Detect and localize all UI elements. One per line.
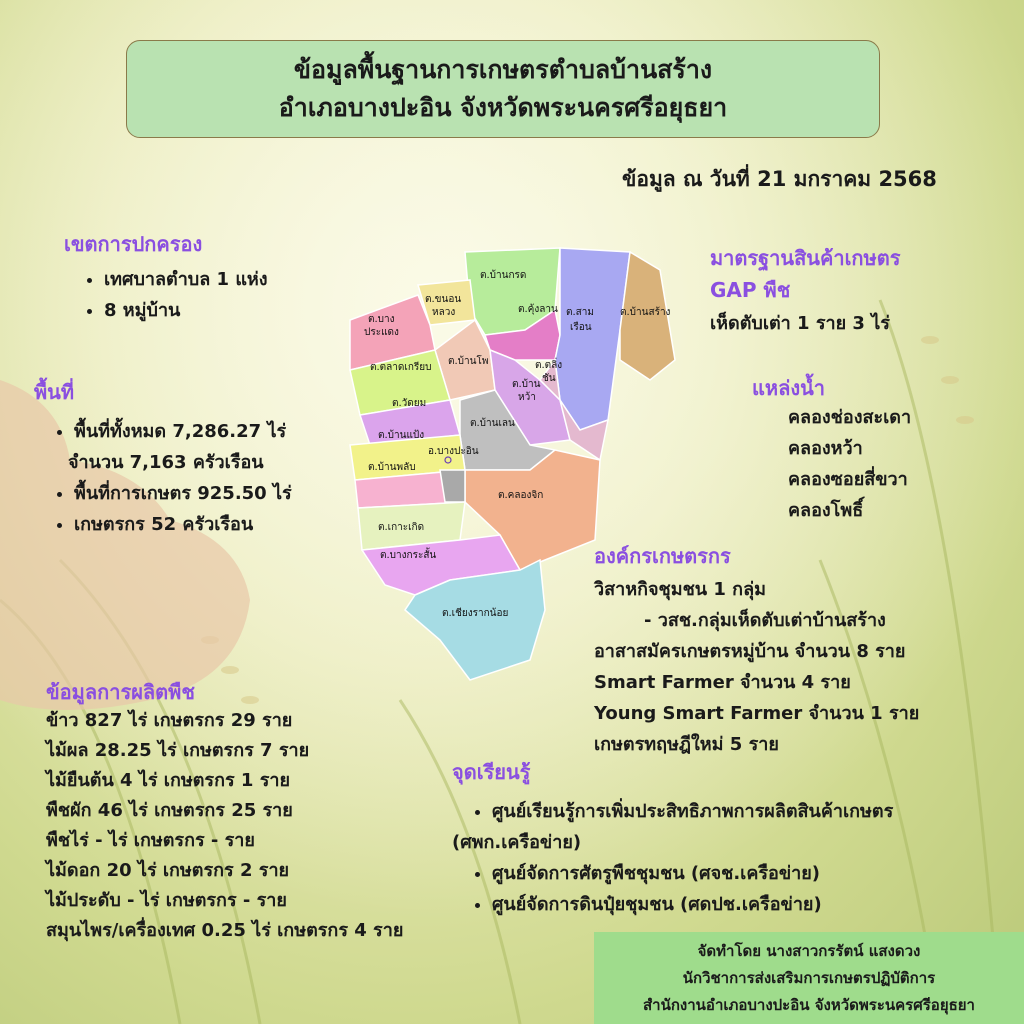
- org-item: อาสาสมัครเกษตรหมู่บ้าน จำนวน 8 ราย: [594, 641, 906, 662]
- map-label: ต.ขนอน: [425, 294, 462, 305]
- water-section: [752, 372, 825, 404]
- gap-text: เห็ดตับเต่า 1 ราย 3 ไร่: [710, 313, 890, 334]
- org-item: - วสช.กลุ่มเห็ดตับเต่าบ้านสร้าง: [644, 610, 886, 631]
- water-item: คลองโพธิ์: [788, 500, 864, 521]
- title-box: [126, 40, 880, 138]
- map-label: ต.เกาะเกิด: [378, 522, 425, 533]
- map-label: ต.บ้านสร้าง: [620, 307, 671, 318]
- crop-item: ไม้ผล 28.25 ไร่ เกษตรกร 7 ราย: [46, 740, 310, 761]
- area-households: จำนวน 7,163 ครัวเรือน: [68, 452, 264, 473]
- crops-list: [46, 706, 403, 946]
- map-region-amphoe-urban: [440, 470, 465, 502]
- crop-item: ไม้ดอก 20 ไร่ เกษตรกร 2 ราย: [46, 860, 290, 881]
- crop-item: ข้าว 827 ไร่ เกษตรกร 29 ราย: [46, 710, 293, 731]
- map-label: ต.บ้านเลน: [470, 418, 515, 429]
- admin-item: • 8 หมู่บ้าน: [104, 295, 268, 326]
- learning-item-suffix: (ศพก.เครือข่าย): [452, 832, 582, 853]
- learning-section: [452, 756, 893, 920]
- learning-item: • ศูนย์เรียนรู้การเพิ่มประสิทธิภาพการผลิตสินค้าเกษตร: [492, 796, 893, 827]
- admin-section: [64, 228, 268, 326]
- learning-item: • ศูนย์จัดการศัตรูพืชชุมชน (ศจช.เครือข่าย): [492, 858, 893, 889]
- crops-section: [46, 676, 195, 708]
- water-item: คลองช่องสะเดา: [788, 407, 912, 428]
- data-date: ข้อมูล ณ วันที่ 21 มกราคม 2568: [622, 167, 937, 191]
- org-item: Smart Farmer จำนวน 4 ราย: [594, 672, 851, 693]
- water-heading: แหล่งน้ำ: [752, 376, 825, 400]
- map-label: อ.บางปะอิน: [428, 446, 479, 457]
- area-item: • พื้นที่ทั้งหมด 7,286.27 ไร่: [74, 416, 292, 447]
- crop-item: ไม้ยืนต้น 4 ไร่ เกษตรกร 1 ราย: [46, 770, 291, 791]
- crop-item: สมุนไพร/เครื่องเทศ 0.25 ไร่ เกษตรกร 4 ราย: [46, 920, 404, 941]
- water-item: คลองซอยสี่ขวา: [788, 469, 908, 490]
- map-label: ต.ตลิ่ง: [535, 360, 563, 371]
- map-label: ต.บาง: [368, 314, 395, 325]
- map-label: ต.บ้านพลับ: [368, 462, 416, 473]
- learning-heading: จุดเรียนรู้: [452, 760, 531, 784]
- map-label: ต.บ้าน: [512, 379, 541, 390]
- crop-item: พืชไร่ - ไร่ เกษตรกร - ราย: [46, 830, 255, 851]
- crops-heading: ข้อมูลการผลิตพืช: [46, 680, 195, 704]
- map-label: ต.คลองจิก: [498, 490, 544, 501]
- gap-section: [710, 242, 900, 339]
- gap-heading: มาตรฐานสินค้าเกษตร: [710, 246, 901, 270]
- map-label: ชัน: [542, 373, 556, 384]
- map-label: ต.ตลาดเกรียบ: [370, 362, 432, 373]
- admin-item: • เทศบาลตำบล 1 แห่ง: [104, 264, 268, 295]
- orgs-section: [594, 540, 919, 760]
- orgs-heading: องค์กรเกษตรกร: [594, 544, 731, 568]
- credit-line: จัดทำโดย นางสาวกรรัตน์ แสงดวง: [697, 941, 921, 960]
- map-label: ต.วัดยม: [392, 398, 427, 409]
- map-label: ต.บ้านแป้ง: [378, 430, 425, 441]
- crop-item: พืชผัก 46 ไร่ เกษตรกร 25 ราย: [46, 800, 293, 821]
- water-list: [788, 402, 911, 526]
- map-label: หว้า: [518, 392, 536, 403]
- crop-item: ไม้ประดับ - ไร่ เกษตรกร - ราย: [46, 890, 287, 911]
- map-label: หลวง: [432, 307, 456, 318]
- credit-box: [594, 932, 1024, 1024]
- map-label: ต.สาม: [566, 307, 594, 318]
- water-item: คลองหว้า: [788, 438, 863, 459]
- title-line-2: อำเภอบางปะอิน จังหวัดพระนครศรีอยุธยา: [278, 93, 728, 122]
- title-line-1: ข้อมูลพื้นฐานการเกษตรตำบลบ้านสร้าง: [293, 55, 713, 84]
- credit-line: นักวิชาการส่งเสริมการเกษตรปฏิบัติการ: [682, 968, 936, 987]
- area-section: [34, 376, 292, 540]
- map-label: ต.บ้านโพ: [448, 356, 489, 367]
- org-item: Young Smart Farmer จำนวน 1 ราย: [594, 703, 920, 724]
- area-item: • พื้นที่การเกษตร 925.50 ไร่: [74, 478, 292, 509]
- credit-line: สำนักงานอำเภอบางปะอิน จังหวัดพระนครศรีอยุธยา: [643, 995, 975, 1014]
- area-item: • เกษตรกร 52 ครัวเรือน: [74, 509, 292, 540]
- map-label: ต.บางกระสั้น: [380, 550, 437, 561]
- map-label: ต.คุ้งลาน: [518, 304, 558, 315]
- gap-subheading: GAP พืช: [710, 278, 791, 302]
- map-label: ต.เชียงรากน้อย: [442, 608, 509, 619]
- area-heading: พื้นที่: [34, 380, 75, 404]
- map-label: เรือน: [570, 322, 592, 333]
- map-label: ประแดง: [364, 327, 399, 338]
- org-item: วิสาหกิจชุมชน 1 กลุ่ม: [594, 579, 766, 600]
- learning-item: • ศูนย์จัดการดินปุ๋ยชุมชน (ศดปช.เครือข่าย): [492, 889, 893, 920]
- map-label: ต.บ้านกรด: [480, 270, 527, 281]
- admin-heading: เขตการปกครอง: [64, 232, 203, 256]
- org-item: เกษตรทฤษฎีใหม่ 5 ราย: [594, 734, 779, 755]
